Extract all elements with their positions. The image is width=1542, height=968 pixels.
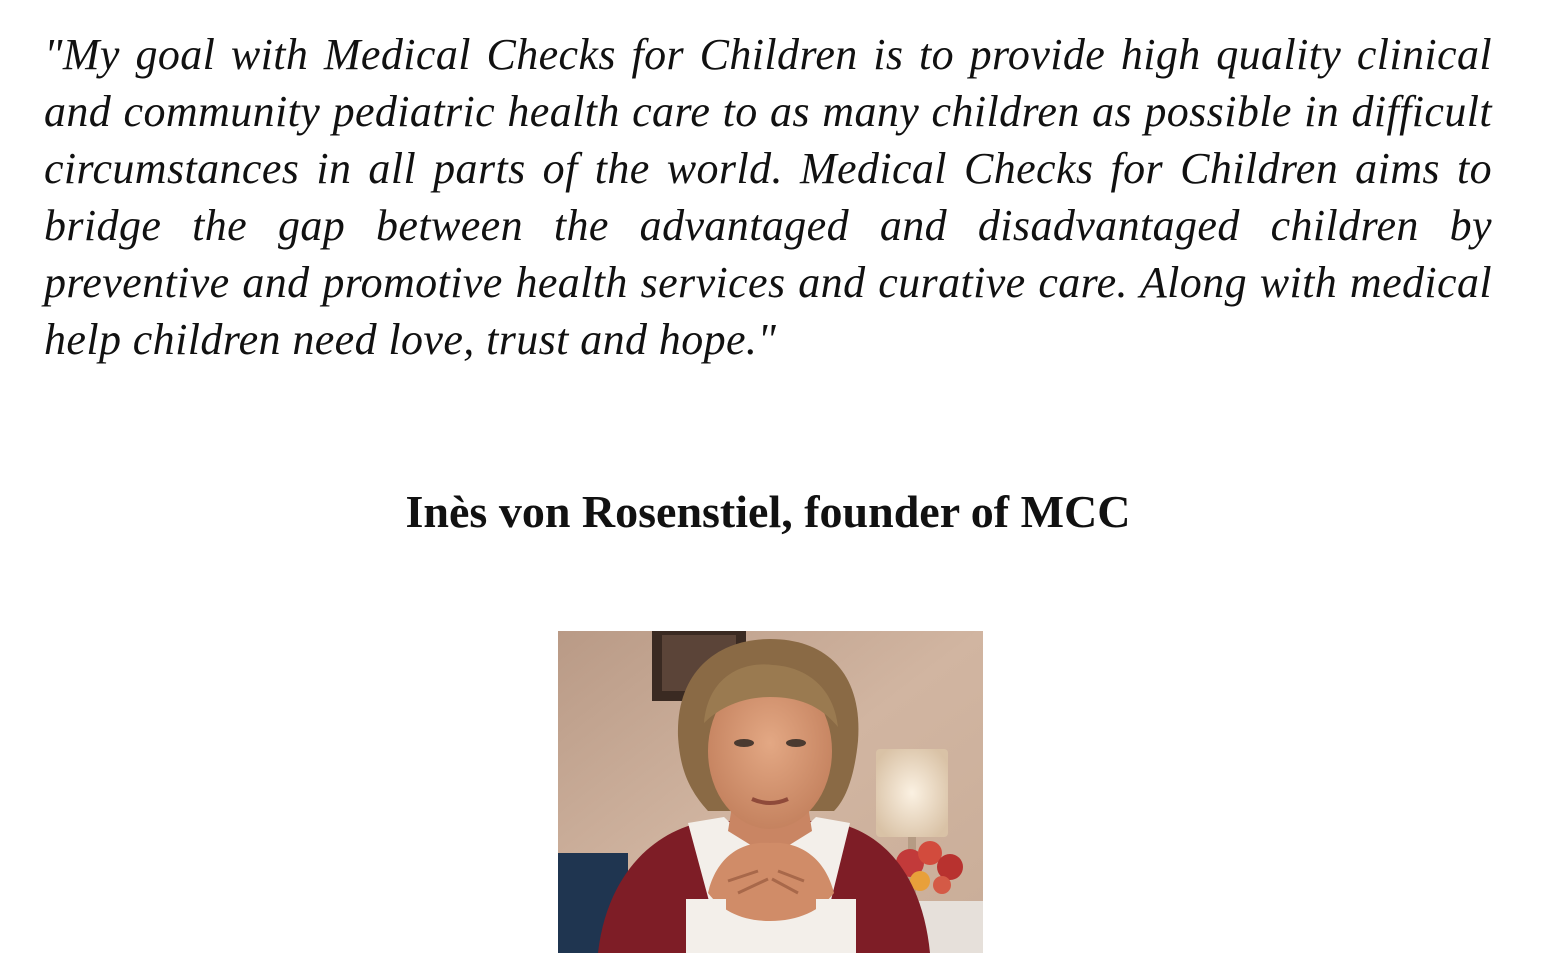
lamp-shade [876, 749, 948, 837]
flower [933, 876, 951, 894]
quote-attribution: Inès von Rosenstiel, founder of MCC [405, 486, 1131, 537]
left-cuff [686, 899, 726, 953]
left-eye [734, 739, 754, 747]
founder-portrait-photo [558, 631, 983, 953]
right-cuff [816, 899, 856, 953]
right-eye [786, 739, 806, 747]
founder-quote: "My goal with Medical Checks for Children is to provide high quality clinical and community pediatric health care to as many children as possible in difficult circumstances in all parts of the world. Medical Checks for Children aims to bridge the gap between the advantaged and disadvantaged children by preventive and promotive health services and curative care. Along with medical help children need love, trust and hope." [44, 30, 1492, 364]
